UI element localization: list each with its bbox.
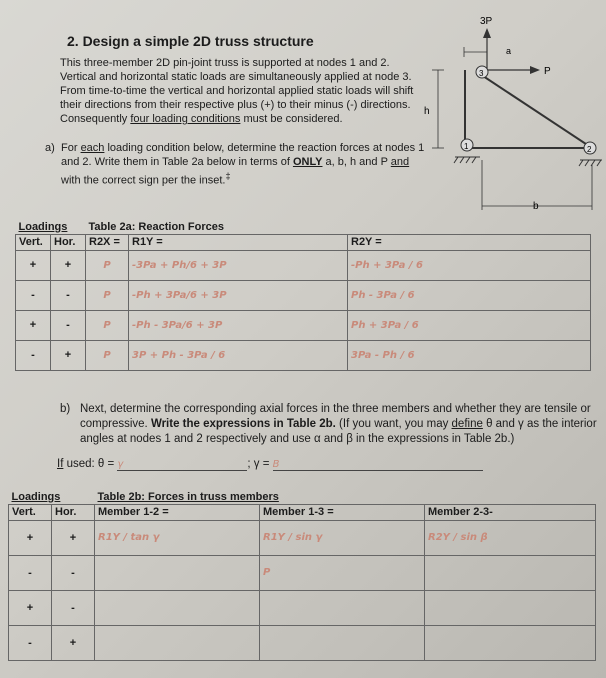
member-2-3	[480, 74, 592, 148]
col-m23: Member 2-3-	[425, 504, 596, 520]
dim-h-label: h	[424, 106, 430, 117]
table-row: + + R1Y / tan γ R1Y / sin γ R2Y / sin β	[9, 520, 596, 555]
part-a-label: a)	[45, 142, 55, 154]
hor-header-2b: Hor.	[52, 504, 95, 520]
gamma-value: B	[273, 459, 483, 471]
part-a-text: For each loading condition below, determine the reaction forces at nodes 1 and 2. Write them in Table 2a below in terms of ONLY a, b, h and P and with the correct sign per the inset.‡	[61, 142, 425, 187]
table-row: - - P -Ph + 3Pa/6 + 3P Ph - 3Pa / 6	[16, 280, 591, 310]
table-row: + - P -Ph - 3Pa/6 + 3P Ph + 3Pa / 6	[16, 310, 591, 340]
table-2a-caption: Table 2a: Reaction Forces	[88, 220, 225, 233]
dim-a-label: a	[506, 46, 512, 56]
col-r1y: R1Y =	[129, 234, 348, 250]
col-r2x: R2X =	[86, 234, 129, 250]
problem-title: 2. Design a simple 2D truss structure	[67, 33, 314, 49]
col-m12: Member 1-2 =	[95, 504, 260, 520]
truss-diagram	[420, 10, 606, 215]
part-b-label: b)	[60, 403, 71, 415]
theta-value: γ	[117, 459, 247, 471]
svg-text:2: 2	[587, 145, 592, 154]
table-row: - - P	[9, 555, 596, 590]
table-2a	[15, 220, 591, 371]
vert-header: Vert.	[16, 234, 51, 250]
table-row: - + P 3P + Ph - 3Pa / 6 3Pa - Ph / 6	[16, 340, 591, 370]
dim-b-label: b	[533, 201, 539, 212]
col-m13: Member 1-3 =	[260, 504, 425, 520]
if-used-line: If used: θ = γ ; γ = B	[57, 458, 483, 471]
table-2b	[8, 490, 596, 661]
vertical-load-label: 3P	[480, 16, 493, 27]
table-2b-caption: Table 2b: Forces in truss members	[97, 490, 279, 503]
problem-description: This three-member 2D pin-joint truss is supported at nodes 1 and 2. Vertical and horizontal static loads are simultaneously applied at node 3. From time-to-time the vertical and horizontal applied static loads will shift their directions from their respective plus (+) to their minus (-) directions. Consequently four loading conditions must be considered.	[60, 57, 414, 125]
table-row: + -	[9, 590, 596, 625]
loadings-header: Loadings	[18, 220, 68, 233]
col-r2y: R2Y =	[348, 234, 591, 250]
table-row: + + P -3Pa + Ph/6 + 3P -Ph + 3Pa / 6	[16, 250, 591, 280]
vert-header-2b: Vert.	[9, 504, 52, 520]
table-row: - +	[9, 625, 596, 660]
hor-header: Hor.	[51, 234, 86, 250]
horizontal-load-label: P	[544, 66, 551, 77]
svg-text:3: 3	[479, 69, 484, 78]
svg-text:1: 1	[464, 142, 469, 151]
loadings-header-2b: Loadings	[11, 490, 61, 503]
part-b-text: Next, determine the corresponding axial forces in the three members and whether they are tensile or compressive. Write the expressions in Table 2b. (If you want, you may define θ and γ as the interior angles at nodes 1 and 2 respectively and use α and β in the expressions in Table 2b.)	[80, 403, 597, 445]
